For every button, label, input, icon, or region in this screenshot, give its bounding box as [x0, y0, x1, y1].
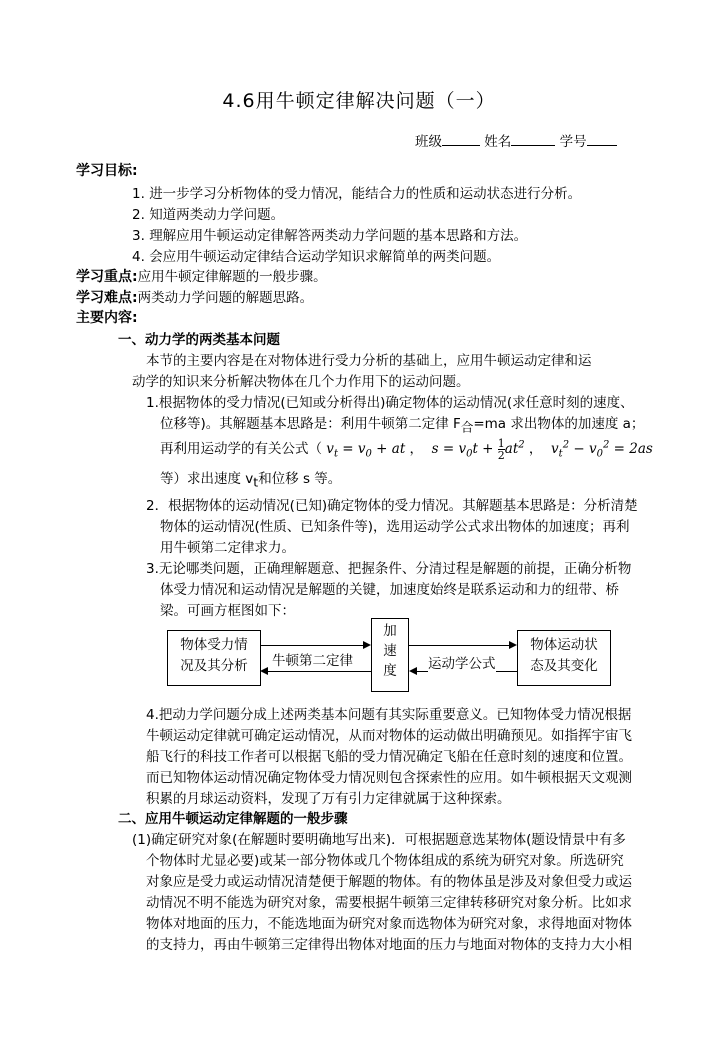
goal-item: 3. 理解应用牛顿运动定律解答两类动力学问题的基本思路和方法。: [132, 228, 528, 244]
difficulty: 学习难点:两类动力学问题的解题思路。: [76, 290, 314, 306]
p2-line: 2．根据物体的运动情况(已知)确定物体的受力情况。其解题基本思路是：分析清楚: [146, 498, 638, 514]
p4-line: 而已知物体运动情况确定物体受力情况则包含探索性的应用。如牛顿根据天文观测: [146, 770, 632, 786]
student-info: [415, 130, 617, 150]
p3-line: 梁。可画方框图如下：: [160, 603, 295, 619]
goals-heading: 学习目标:: [76, 163, 138, 179]
goal-item: 2. 知道两类动力学问题。: [132, 207, 285, 223]
goal-item: 1. 进一步学习分析物体的受力情况，能结合力的性质和运动状态进行分析。: [132, 186, 582, 202]
part2-line: 的支持力，再由牛顿第三定律得出物体对地面的压力与地面对物体的支持力大小相: [146, 937, 632, 953]
arrowhead-icon: [509, 641, 517, 649]
part1-heading: 一、动力学的两类基本问题: [118, 332, 280, 348]
class-label: 班级: [415, 134, 442, 150]
number-label: 学号: [559, 134, 587, 150]
goal-item: 4. 会应用牛顿运动定律结合运动学知识求解简单的两类问题。: [132, 249, 501, 265]
p1-line: 位移等)。其解题基本思路是：利用牛顿第二定律 $F_合=ma$ 求出物体的加速度 a；: [160, 416, 645, 435]
p2-line: 物体的运动情况(性质、已知条件等)，选用运动学公式求出物体的加速度；再利: [160, 519, 630, 535]
part1-intro-line: 本节的主要内容是在对物体进行受力分析的基础上，应用牛顿运动定律和运: [146, 353, 592, 369]
part2-line: 动情况不明不能选为研究对象，需要根据牛顿第三定律转移研究对象分析。比如求: [146, 895, 632, 911]
p4-line: 积累的月球运动资料，发现了万有引力定律就属于这种探索。: [146, 791, 511, 807]
arrow-accel-to-motion: [409, 645, 509, 646]
formula-velocity: $v_t = v_0$ + at: [326, 441, 406, 460]
formula-displacement: $s = v_0t$ + $\frac{1}{2}$ $at^2$: [431, 437, 525, 462]
p4-line: 船飞行的科技工作者可以根据飞船的受力情况确定飞船在任意时刻的速度和位置。: [146, 749, 632, 765]
p3-line: 3.无论哪类问题，正确理解题意、把握条件、分清过程是解题的前提，正确分析物: [146, 561, 632, 577]
arrowhead-icon: [260, 667, 268, 675]
kinematics-formula-label: 运动学公式: [428, 652, 496, 672]
number-blank[interactable]: [587, 132, 617, 146]
part1-intro-line: 动学的知识来分析解决物体在几个力作用下的运动问题。: [132, 374, 470, 390]
part2-line: 物体对地面的压力，不能选地面为研究对象而选物体为研究对象，求得地面对物体: [146, 916, 632, 932]
content-heading: 主要内容:: [76, 310, 138, 326]
p3-line: 体受力情况和运动情况是解题的关键，加速度始终是联系运动和力的纽带、桥: [160, 582, 619, 598]
name-blank[interactable]: [511, 132, 555, 146]
key-point: 学习重点:应用牛顿定律解题的一般步骤。: [76, 269, 327, 285]
part2-line: 对象应是受力或运动情况清楚便于解题的物体。有的物体虽是涉及对象但受力或运: [146, 874, 632, 890]
formula-velocity-squared: $v_t^2 - v_0^2 = 2as$: [551, 439, 653, 460]
p1-line: 1.根据物体的受力情况(已知或分析得出)确定物体的运动情况(求任意时刻的速度、: [146, 395, 634, 411]
page-title: 4.6用牛顿定律解决问题（一）: [222, 90, 496, 112]
arrow-accel-to-force: [268, 671, 371, 672]
arrowhead-icon: [409, 667, 417, 675]
acceleration-box: 加 速 度: [371, 618, 409, 692]
p4-line: 牛顿运动定律就可确定运动情况，从而对物体的运动做出明确预见。如指挥宇宙飞: [146, 728, 632, 744]
arrow-force-to-accel: [260, 645, 363, 646]
p2-line: 用牛顿第二定律求力。: [160, 540, 295, 556]
part2-line: 个物体时尤显必要)或某一部分物体或几个物体组成的系统为研究对象。所选研究: [146, 853, 624, 869]
motion-state-box: 物体运动状 态及其变化: [517, 630, 611, 686]
part2-heading: 二、应用牛顿运动定律解题的一般步骤: [118, 811, 348, 827]
newton-second-law-label: 牛顿第二定律: [272, 649, 353, 669]
arrowhead-icon: [363, 641, 371, 649]
class-blank[interactable]: [442, 132, 480, 146]
part2-line: (1)确定研究对象(在解题时要明确地写出来)．可根据题意选某物体(题设情景中有多: [132, 832, 626, 848]
force-analysis-box: 物体受力情 况及其分析: [167, 630, 261, 686]
name-label: 姓名: [484, 134, 512, 150]
p1-formula-line: 再利用运动学的有关公式（ $v_t = v_0$ + at ， $s = v_0t$ + $\frac{1}{2}$ $at^2$ ， $v_t^2 - v_0^2 = 2as$: [160, 437, 653, 462]
p4-line: 4.把动力学问题分成上述两类基本问题有其实际重要意义。已知物体受力情况根据: [146, 707, 632, 723]
p1-line: 等）求出速度 $v_t$和位移 s 等。: [160, 471, 342, 490]
